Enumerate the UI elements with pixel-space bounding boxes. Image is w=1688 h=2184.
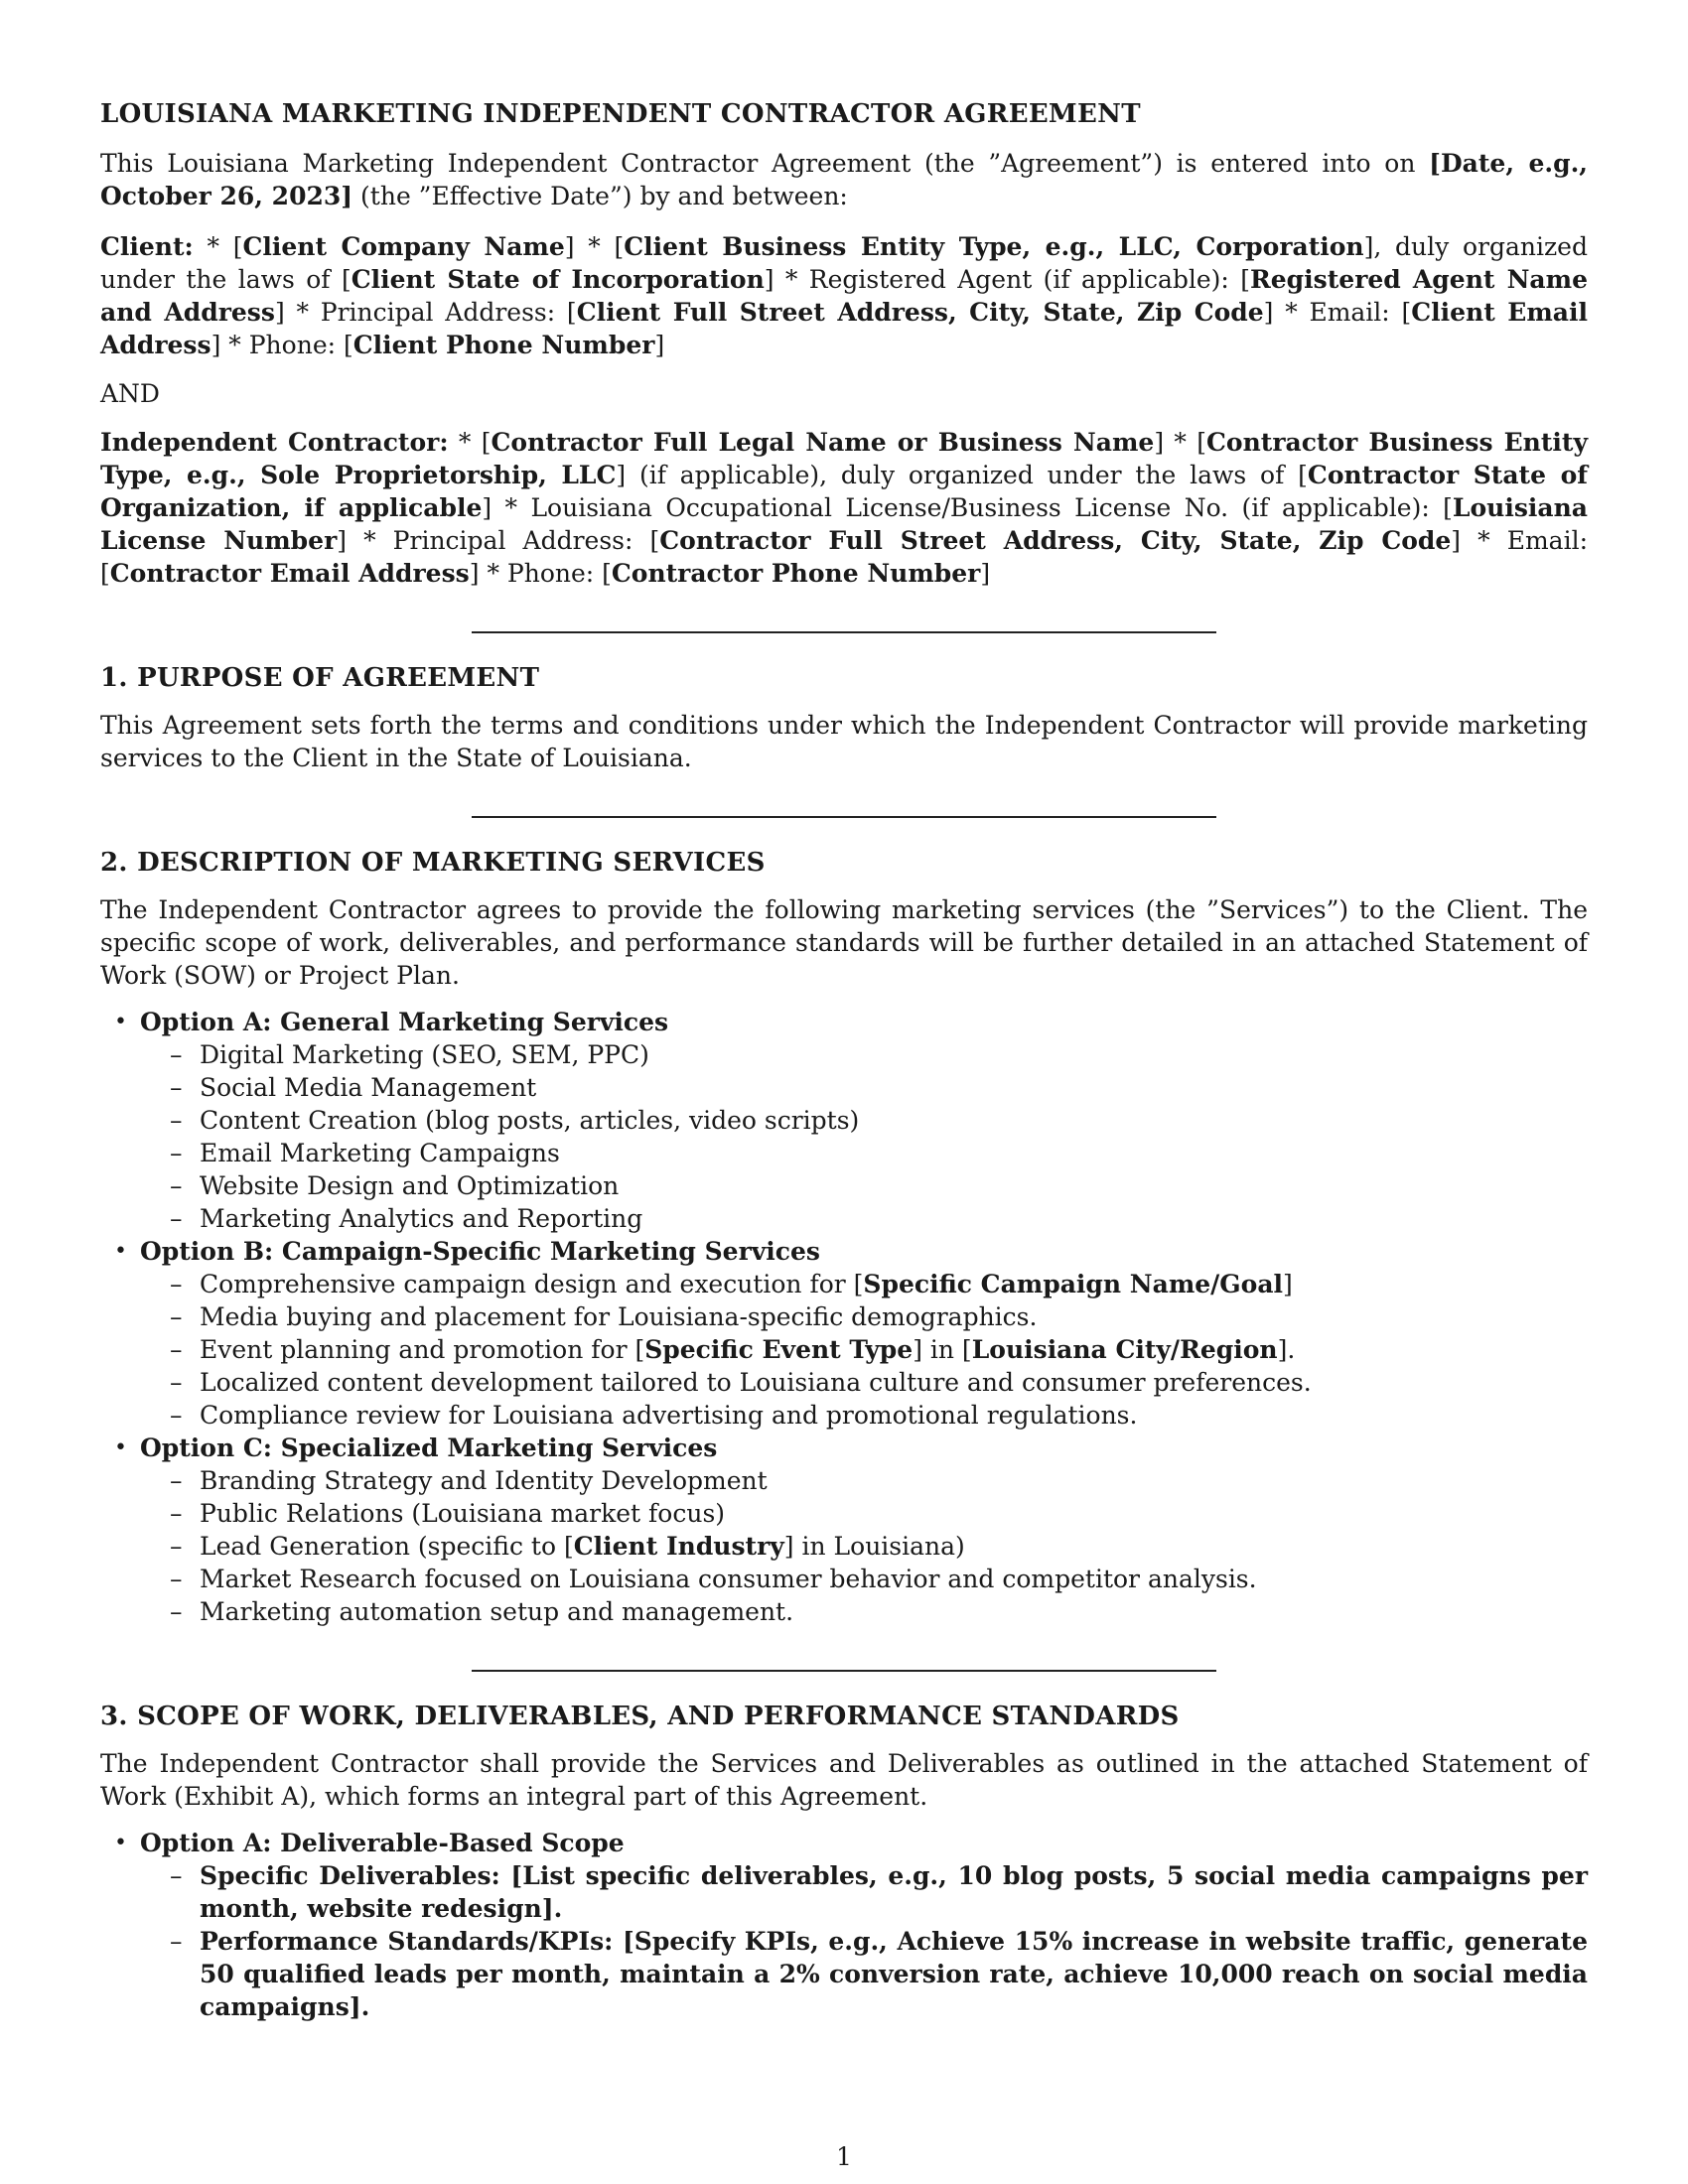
list-item: – Marketing automation setup and management.	[200, 1595, 1588, 1628]
effective-date-placeholder: [Date, e.g., October 26, 2023]	[100, 149, 1588, 210]
document-body	[100, 97, 1588, 2023]
scope-option-a-list	[140, 1859, 1588, 2023]
list-item	[200, 1859, 1588, 1925]
section-2-heading: 2. DESCRIPTION OF MARKETING SERVICES	[100, 848, 766, 878]
list-item	[200, 1925, 1588, 2023]
horizontal-divider	[472, 631, 1216, 633]
option-a-title: Option A: General Marketing Services	[140, 1008, 669, 1036]
contractor-text: ] * Phone: [	[469, 559, 612, 588]
client-block	[100, 230, 1588, 361]
list-item: – Public Relations (Louisiana market focus)	[200, 1497, 1588, 1530]
option-b-list	[140, 1268, 1588, 1432]
deliverables-placeholder: Specific Deliverables: [List specific deliverables, e.g., 10 blog posts, 5 social media campaigns per month, website redesign].	[200, 1861, 1588, 1923]
section-1-body: This Agreement sets forth the terms and conditions under which the Independent Contractor will provide marketing services to the Client in the State of Louisiana.	[100, 711, 1588, 772]
contractor-label: Independent Contractor:	[100, 428, 449, 457]
horizontal-divider	[472, 1670, 1216, 1672]
contractor-entity-placeholder: Contractor Business Entity Type, e.g., Sole Proprietorship, LLC	[100, 428, 1588, 489]
contractor-sep: ] * [	[1154, 428, 1207, 457]
list-text: ].	[1277, 1335, 1296, 1364]
client-sep: * [	[193, 232, 243, 261]
section-2-body: The Independent Contractor agrees to provide the following marketing services (the ”Services”) to the Client. The specific scope of work, deliverables, and performance standards will be further detailed in an attached Statement of Work (SOW) or Project Plan.	[100, 895, 1588, 990]
list-item	[200, 1530, 1588, 1563]
client-text: ] * Phone: [	[211, 331, 353, 359]
list-item	[200, 1268, 1588, 1300]
section-3-body: The Independent Contractor shall provide the Services and Deliverables as outlined in the attached Statement of Work (Exhibit A), which forms an integral part of this Agreement.	[100, 1749, 1588, 1811]
contractor-license-placeholder: Louisiana License Number	[100, 493, 1588, 555]
list-text: ] in Louisiana)	[783, 1532, 965, 1561]
option-c-title: Option C: Specialized Marketing Services	[140, 1433, 718, 1462]
contractor-name-placeholder: Contractor Full Legal Name or Business Name	[491, 428, 1155, 457]
list-item: – Email Marketing Campaigns	[200, 1137, 1588, 1169]
section-3-heading: 3. SCOPE OF WORK, DELIVERABLES, AND PERFORMANCE STANDARDS	[100, 1702, 1180, 1731]
option-item	[140, 1006, 1588, 1235]
list-item: – Market Research focused on Louisiana consumer behavior and competitor analysis.	[200, 1563, 1588, 1595]
client-text: ], duly organized under the laws of [	[100, 232, 1588, 294]
contractor-text: ]	[980, 559, 991, 588]
intro-text: This Louisiana Marketing Independent Contractor Agreement (the ”Agreement”) is entered into on	[100, 149, 1430, 178]
client-agent-placeholder: Registered Agent Name and Address	[100, 265, 1588, 327]
contractor-text: ] * Email: [	[100, 526, 1588, 588]
client-email-placeholder: Client Email Address	[100, 298, 1588, 359]
horizontal-divider	[472, 816, 1216, 818]
contractor-sep: * [	[448, 428, 492, 457]
client-text: ] * Principal Address: [	[274, 298, 577, 327]
client-text: ] * Email: [	[1263, 298, 1412, 327]
list-item: – Compliance review for Louisiana advertising and promotional regulations.	[200, 1399, 1588, 1432]
contractor-text: ] * Principal Address: [	[337, 526, 660, 555]
scope-option-a-title: Option A: Deliverable-Based Scope	[140, 1829, 625, 1857]
document-title: LOUISIANA MARKETING INDEPENDENT CONTRACTOR AGREEMENT	[100, 99, 1141, 129]
contractor-block	[100, 426, 1588, 590]
list-item: – Media buying and placement for Louisiana-specific demographics.	[200, 1300, 1588, 1333]
option-item	[140, 1235, 1588, 1432]
and-separator: AND	[100, 379, 160, 408]
list-item: – Digital Marketing (SEO, SEM, PPC)	[200, 1038, 1588, 1071]
event-type-placeholder: Specific Event Type	[644, 1335, 914, 1364]
city-region-placeholder: Louisiana City/Region	[971, 1335, 1278, 1364]
list-item: – Content Creation (blog posts, articles, video scripts)	[200, 1104, 1588, 1137]
contractor-state-placeholder: Contractor State of Organization, if applicable	[100, 461, 1588, 522]
client-text: ] * Registered Agent (if applicable): [	[764, 265, 1250, 294]
list-text: ] in [	[913, 1335, 972, 1364]
kpi-placeholder: Performance Standards/KPIs: [Specify KPIs, e.g., Achieve 15% increase in website traffic, generate 50 qualified leads per month, maintain a 2% conversion rate, achieve 10,000 reach on social media campaigns].	[200, 1927, 1588, 2021]
contractor-email-placeholder: Contractor Email Address	[109, 559, 470, 588]
intro-paragraph	[100, 147, 1588, 212]
list-text: ]	[1283, 1270, 1293, 1298]
list-item: – Localized content development tailored to Louisiana culture and consumer preferences.	[200, 1366, 1588, 1399]
client-industry-placeholder: Client Industry	[573, 1532, 784, 1561]
contractor-text: ] (if applicable), duly organized under the laws of [	[616, 461, 1308, 489]
client-state-placeholder: Client State of Incorporation	[351, 265, 765, 294]
client-text: ]	[654, 331, 665, 359]
campaign-placeholder: Specific Campaign Name/Goal	[863, 1270, 1284, 1298]
option-c-list	[140, 1464, 1588, 1628]
contractor-text: ] * Louisiana Occupational License/Business License No. (if applicable): [	[482, 493, 1453, 522]
list-item: – Marketing Analytics and Reporting	[200, 1202, 1588, 1235]
list-item: – Website Design and Optimization	[200, 1169, 1588, 1202]
scope-options-list	[100, 1827, 1588, 2023]
contractor-address-placeholder: Contractor Full Street Address, City, State, Zip Code	[659, 526, 1452, 555]
option-a-list	[140, 1038, 1588, 1235]
client-entity-placeholder: Client Business Entity Type, e.g., LLC, Corporation	[624, 232, 1364, 261]
services-options-list	[100, 1006, 1588, 1628]
client-phone-placeholder: Client Phone Number	[352, 331, 655, 359]
contractor-phone-placeholder: Contractor Phone Number	[611, 559, 981, 588]
client-label: Client:	[100, 232, 194, 261]
intro-text-end: (the ”Effective Date”) by and between:	[352, 182, 848, 210]
section-1-heading: 1. PURPOSE OF AGREEMENT	[100, 663, 540, 693]
page-number: 1	[836, 2142, 852, 2171]
client-sep: ] * [	[564, 232, 625, 261]
client-name-placeholder: Client Company Name	[242, 232, 565, 261]
list-item: – Branding Strategy and Identity Development	[200, 1464, 1588, 1497]
list-item	[200, 1333, 1588, 1366]
list-text: Event planning and promotion for [	[200, 1335, 645, 1364]
list-item: – Social Media Management	[200, 1071, 1588, 1104]
list-text: Comprehensive campaign design and execution for [	[200, 1270, 864, 1298]
option-b-title: Option B: Campaign-Specific Marketing Services	[140, 1237, 820, 1266]
list-text: Lead Generation (specific to [	[200, 1532, 574, 1561]
option-item	[140, 1827, 1588, 2023]
client-address-placeholder: Client Full Street Address, City, State, Zip Code	[576, 298, 1264, 327]
option-item	[140, 1432, 1588, 1628]
